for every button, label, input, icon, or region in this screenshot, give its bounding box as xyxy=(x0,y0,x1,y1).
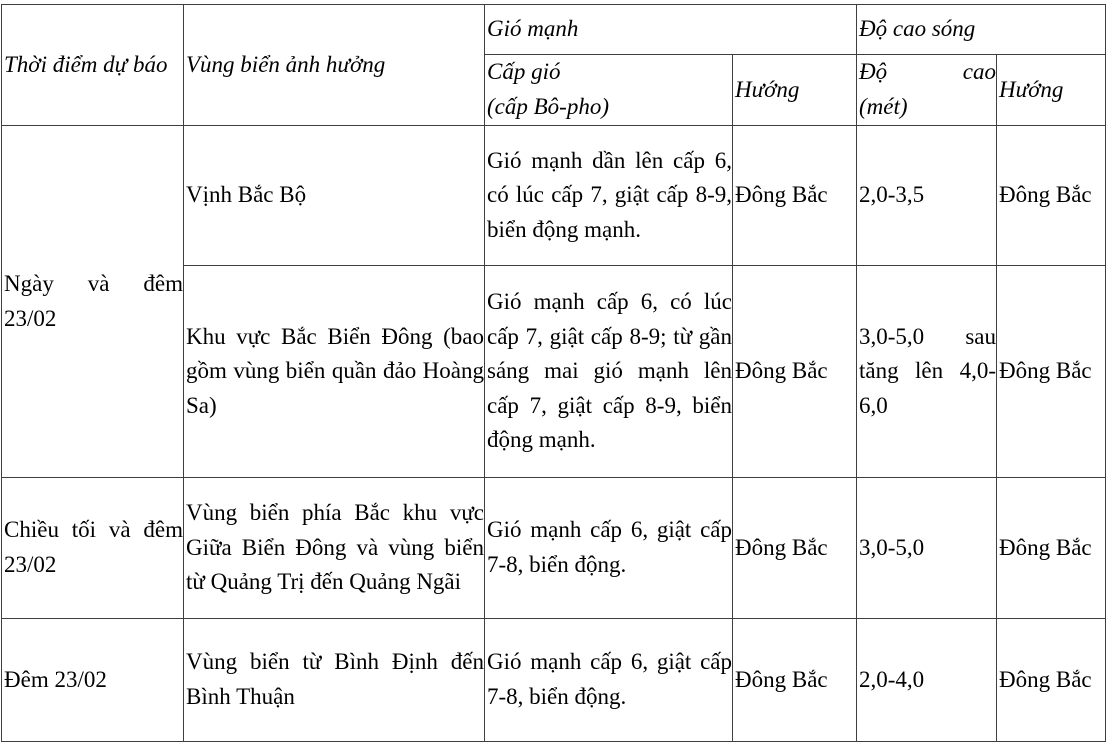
header-wind-level-line2: (cấp Bô-pho) xyxy=(487,94,609,119)
header-time: Thời điểm dự báo xyxy=(2,5,184,126)
header-wind-direction: Hướng xyxy=(733,55,857,126)
wave-direction-cell: Đông Bắc xyxy=(997,478,1106,619)
time-cell: Chiều tối và đêm 23/02 xyxy=(2,478,184,619)
wave-height-cell: 3,0-5,0 sau tăng lên 4,0-6,0 xyxy=(857,266,997,478)
header-wave-height xyxy=(857,55,997,126)
area-cell: Khu vực Bắc Biển Đông (bao gồm vùng biển quần đảo Hoàng Sa) xyxy=(184,266,485,478)
wave-height-cell: 3,0-5,0 xyxy=(857,478,997,619)
wave-height-cell: 2,0-3,5 xyxy=(857,126,997,266)
wind-level-cell: Gió mạnh cấp 6, giật cấp 7-8, biển động. xyxy=(485,478,733,619)
table-row xyxy=(2,126,1106,266)
table-row xyxy=(2,478,1106,619)
wave-height-cell: 2,0-4,0 xyxy=(857,619,997,742)
wind-level-cell: Gió mạnh cấp 6, giật cấp 7-8, biển động. xyxy=(485,619,733,742)
wave-direction-cell: Đông Bắc xyxy=(997,126,1106,266)
wind-direction-cell: Đông Bắc xyxy=(733,619,857,742)
wave-direction-cell: Đông Bắc xyxy=(997,266,1106,478)
header-wind-level xyxy=(485,55,733,126)
header-wind-level-line1: Cấp gió xyxy=(487,59,561,85)
wind-level-cell: Gió mạnh cấp 6, có lúc cấp 7, giật cấp 8-9; từ gần sáng mai gió mạnh lên cấp 7, giật cấp 8-9, biển động mạnh. xyxy=(485,266,733,478)
header-wave-height-line1: Độ cao xyxy=(859,59,996,85)
area-cell: Vịnh Bắc Bộ xyxy=(184,126,485,266)
wind-direction-cell: Đông Bắc xyxy=(733,126,857,266)
area-cell: Vùng biển phía Bắc khu vực Giữa Biển Đông và vùng biển từ Quảng Trị đến Quảng Ngãi xyxy=(184,478,485,619)
header-row-1 xyxy=(2,5,1106,55)
header-wave-direction: Hướng xyxy=(997,55,1106,126)
header-wave-height-line2: (mét) xyxy=(859,94,908,119)
area-cell: Vùng biển từ Bình Định đến Bình Thuận xyxy=(184,619,485,742)
time-cell: Đêm 23/02 xyxy=(2,619,184,742)
wind-direction-cell: Đông Bắc xyxy=(733,266,857,478)
header-wind-group: Gió mạnh xyxy=(485,5,857,55)
wind-direction-cell: Đông Bắc xyxy=(733,478,857,619)
header-wave-group: Độ cao sóng xyxy=(857,5,1106,55)
wind-level-cell: Gió mạnh dần lên cấp 6, có lúc cấp 7, giật cấp 8-9, biển động mạnh. xyxy=(485,126,733,266)
header-area: Vùng biển ảnh hưởng xyxy=(184,5,485,126)
time-cell: Ngày và đêm 23/02 xyxy=(2,126,184,478)
marine-forecast-table xyxy=(1,4,1106,742)
table-row xyxy=(2,619,1106,742)
wave-direction-cell: Đông Bắc xyxy=(997,619,1106,742)
